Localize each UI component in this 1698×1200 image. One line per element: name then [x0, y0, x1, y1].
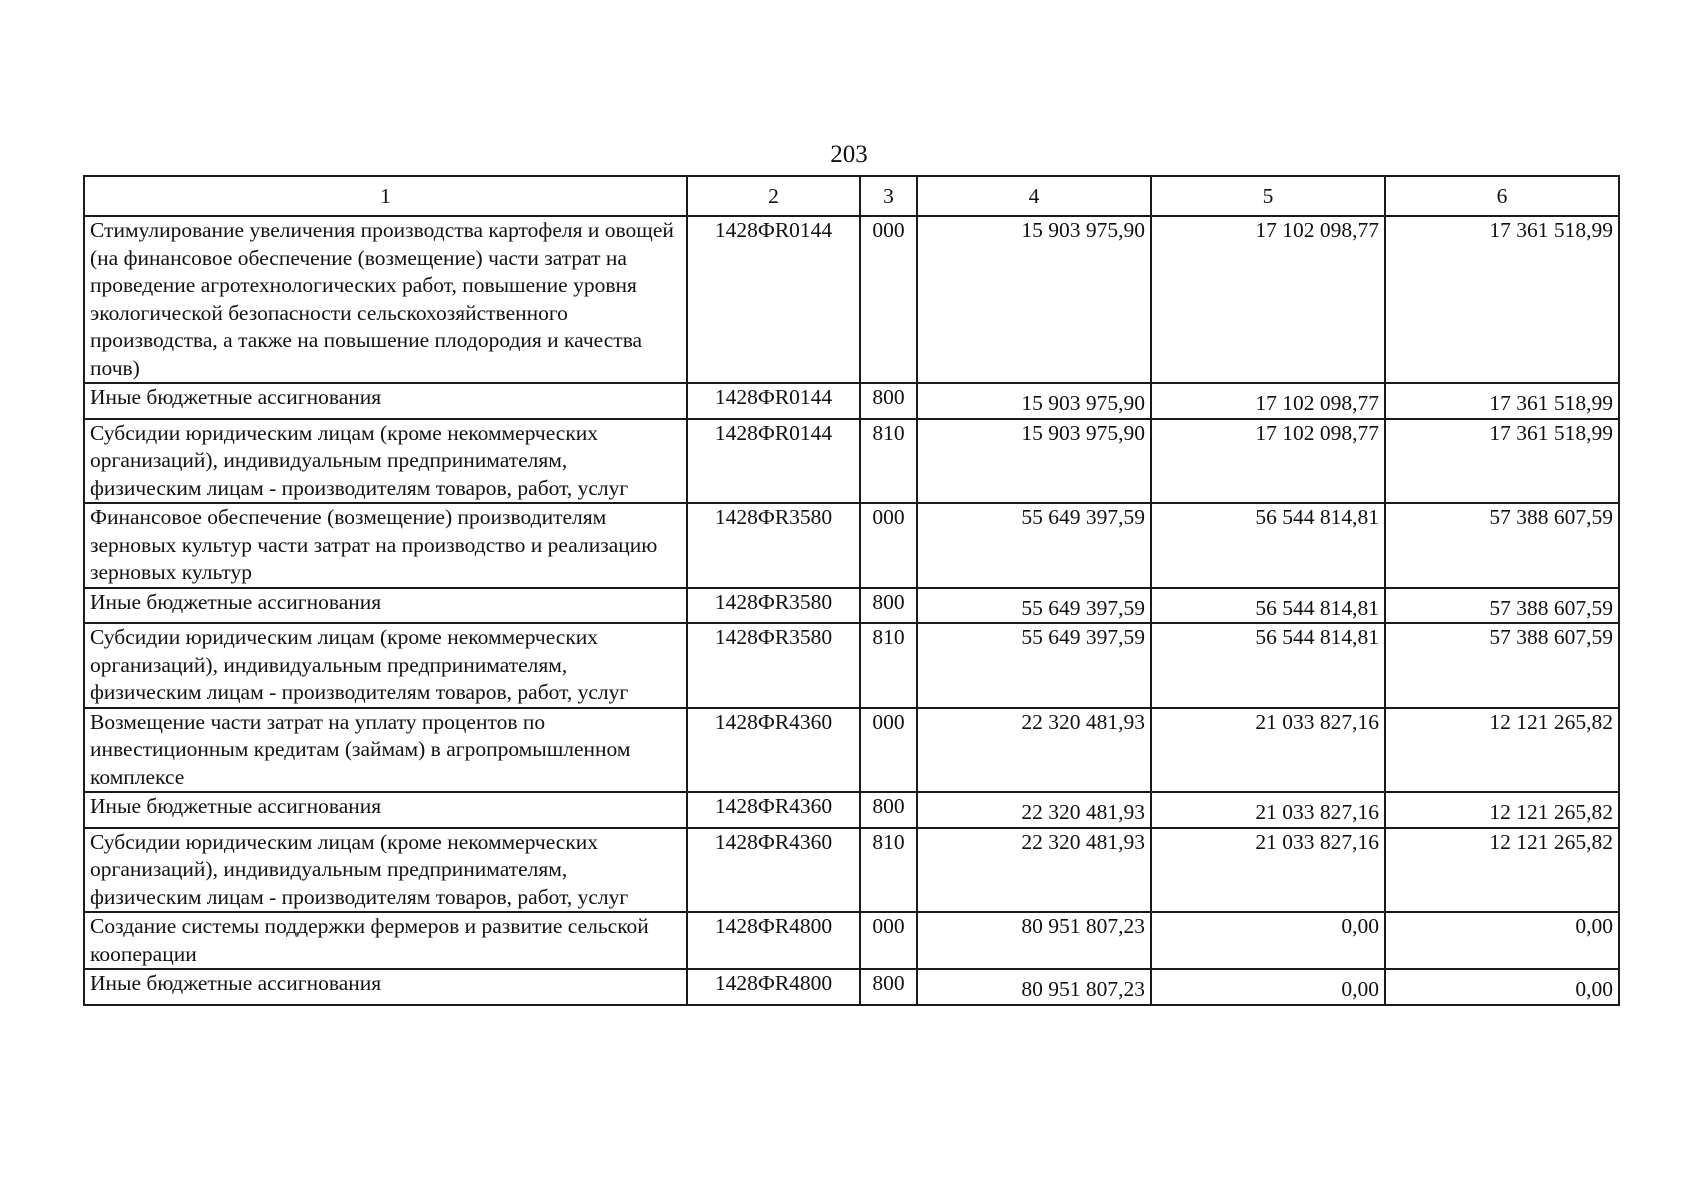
row-name: Иные бюджетные ассигнования: [84, 383, 687, 419]
row-value-col6: 12 121 265,82: [1385, 828, 1619, 913]
row-code: 1428ФR4800: [687, 912, 860, 969]
row-type: 000: [860, 912, 917, 969]
row-name: Стимулирование увеличения производства картофеля и овощей (на финансовое обеспечение (возмещение) части затрат на проведение агротехнологических работ, повышение уровня экологической безопасности сельскохозяйственного производства, а также на повышение плодородия и качества почв): [84, 216, 687, 383]
row-value-col4: 55 649 397,59: [917, 503, 1151, 588]
row-value-col5: 17 102 098,77: [1151, 383, 1385, 419]
row-code: 1428ФR0144: [687, 383, 860, 419]
row-value-col4: 22 320 481,93: [917, 828, 1151, 913]
table-row: [84, 588, 1619, 624]
row-name: Субсидии юридическим лицам (кроме некоммерческих организаций), индивидуальным предпринимателям, физическим лицам - производителям товаров, работ, услуг: [84, 828, 687, 913]
row-value-col4: 80 951 807,23: [917, 969, 1151, 1005]
row-value-col4: 15 903 975,90: [917, 216, 1151, 383]
row-value-col4: 15 903 975,90: [917, 383, 1151, 419]
row-name: Субсидии юридическим лицам (кроме некоммерческих организаций), индивидуальным предпринимателям, физическим лицам - производителям товаров, работ, услуг: [84, 623, 687, 708]
row-name: Возмещение части затрат на уплату процентов по инвестиционным кредитам (займам) в агропромышленном комплексе: [84, 708, 687, 793]
row-value-col4: 15 903 975,90: [917, 419, 1151, 504]
row-value-col5: 21 033 827,16: [1151, 828, 1385, 913]
row-value-col6: 0,00: [1385, 912, 1619, 969]
row-value-col6: 0,00: [1385, 969, 1619, 1005]
row-name: Иные бюджетные ассигнования: [84, 588, 687, 624]
row-type: 800: [860, 792, 917, 828]
table-row: [84, 383, 1619, 419]
table-header-row: [84, 176, 1619, 216]
table-row: [84, 623, 1619, 708]
row-value-col6: 17 361 518,99: [1385, 419, 1619, 504]
row-code: 1428ФR4360: [687, 708, 860, 793]
row-value-col6: 17 361 518,99: [1385, 383, 1619, 419]
row-value-col6: 57 388 607,59: [1385, 503, 1619, 588]
table-row: [84, 419, 1619, 504]
row-value-col6: 57 388 607,59: [1385, 623, 1619, 708]
row-type: 810: [860, 419, 917, 504]
row-value-col5: 17 102 098,77: [1151, 216, 1385, 383]
row-name: Создание системы поддержки фермеров и развитие сельской кооперации: [84, 912, 687, 969]
row-value-col6: 17 361 518,99: [1385, 216, 1619, 383]
row-value-col6: 57 388 607,59: [1385, 588, 1619, 624]
budget-table: [83, 175, 1620, 1006]
row-value-col5: 21 033 827,16: [1151, 708, 1385, 793]
header-col-2: 2: [687, 176, 860, 216]
row-value-col4: 22 320 481,93: [917, 792, 1151, 828]
row-type: 800: [860, 588, 917, 624]
row-type: 000: [860, 216, 917, 383]
row-value-col4: 80 951 807,23: [917, 912, 1151, 969]
row-code: 1428ФR3580: [687, 623, 860, 708]
row-code: 1428ФR3580: [687, 588, 860, 624]
row-value-col5: 0,00: [1151, 969, 1385, 1005]
row-value-col5: 56 544 814,81: [1151, 588, 1385, 624]
row-type: 800: [860, 383, 917, 419]
row-code: 1428ФR4360: [687, 828, 860, 913]
row-type: 000: [860, 708, 917, 793]
page-number: 203: [830, 141, 868, 168]
row-value-col5: 0,00: [1151, 912, 1385, 969]
table-row: [84, 912, 1619, 969]
row-value-col4: 55 649 397,59: [917, 623, 1151, 708]
row-name: Финансовое обеспечение (возмещение) производителям зерновых культур части затрат на производство и реализацию зерновых культур: [84, 503, 687, 588]
table-row: [84, 503, 1619, 588]
table-row: [84, 216, 1619, 383]
row-name: Иные бюджетные ассигнования: [84, 969, 687, 1005]
row-type: 000: [860, 503, 917, 588]
table-row: [84, 969, 1619, 1005]
header-col-3: 3: [860, 176, 917, 216]
header-col-4: 4: [917, 176, 1151, 216]
row-code: 1428ФR4360: [687, 792, 860, 828]
row-value-col4: 22 320 481,93: [917, 708, 1151, 793]
row-value-col4: 55 649 397,59: [917, 588, 1151, 624]
table-row: [84, 828, 1619, 913]
row-value-col5: 56 544 814,81: [1151, 503, 1385, 588]
row-name: Субсидии юридическим лицам (кроме некоммерческих организаций), индивидуальным предпринимателям, физическим лицам - производителям товаров, работ, услуг: [84, 419, 687, 504]
header-col-6: 6: [1385, 176, 1619, 216]
row-name: Иные бюджетные ассигнования: [84, 792, 687, 828]
row-code: 1428ФR0144: [687, 419, 860, 504]
row-value-col5: 21 033 827,16: [1151, 792, 1385, 828]
row-code: 1428ФR0144: [687, 216, 860, 383]
row-value-col5: 17 102 098,77: [1151, 419, 1385, 504]
row-type: 800: [860, 969, 917, 1005]
header-col-5: 5: [1151, 176, 1385, 216]
table-row: [84, 708, 1619, 793]
header-col-1: 1: [84, 176, 687, 216]
row-code: 1428ФR3580: [687, 503, 860, 588]
row-type: 810: [860, 623, 917, 708]
table-row: [84, 792, 1619, 828]
row-code: 1428ФR4800: [687, 969, 860, 1005]
row-type: 810: [860, 828, 917, 913]
row-value-col6: 12 121 265,82: [1385, 792, 1619, 828]
row-value-col6: 12 121 265,82: [1385, 708, 1619, 793]
row-value-col5: 56 544 814,81: [1151, 623, 1385, 708]
